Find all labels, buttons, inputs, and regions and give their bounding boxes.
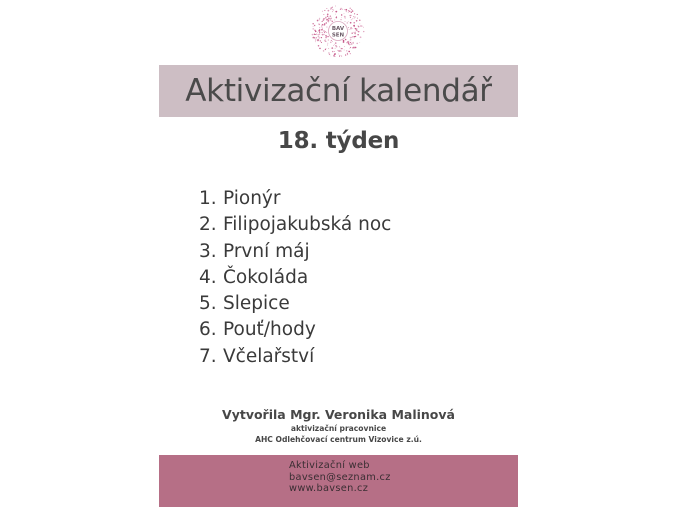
- page-title: Aktivizační kalendář: [185, 73, 492, 109]
- logo-dot: [351, 12, 352, 13]
- logo-dot: [352, 42, 354, 44]
- logo-dot: [362, 26, 363, 27]
- logo-dot: [325, 17, 327, 19]
- logo-dot: [333, 9, 334, 10]
- logo-dot: [319, 27, 320, 28]
- list-item-number: 5.: [199, 293, 217, 315]
- logo-dot: [359, 24, 360, 25]
- logo-dot: [349, 15, 351, 17]
- logo-dot: [350, 47, 351, 48]
- logo-dot: [360, 36, 362, 38]
- week-heading: 18. týden: [277, 128, 400, 154]
- logo-dot: [341, 17, 342, 18]
- logo-dot: [335, 6, 336, 7]
- logo-dot: [326, 22, 327, 23]
- logo-dot: [338, 54, 339, 55]
- logo-dot: [351, 32, 352, 33]
- logo-dot: [363, 31, 364, 32]
- logo-dot: [314, 25, 315, 26]
- logo-dot: [328, 10, 330, 12]
- logo-dot: [350, 42, 351, 43]
- logo-dot: [349, 44, 351, 46]
- logo-dot: [335, 48, 336, 49]
- logo-dot: [346, 50, 347, 51]
- logo-dot: [321, 21, 322, 22]
- logo-dot: [352, 36, 353, 37]
- logo-dot: [319, 33, 320, 34]
- footer-website-link[interactable]: www.bavsen.cz: [289, 483, 369, 494]
- logo-dot: [319, 38, 320, 39]
- logo-dot: [323, 30, 325, 32]
- logo-dot: [357, 26, 358, 27]
- logo-dot: [344, 50, 345, 51]
- logo-dot: [350, 17, 351, 18]
- logo-dot: [334, 54, 336, 56]
- logo-dot: [321, 27, 322, 28]
- logo-dot: [341, 48, 342, 49]
- logo-dot: [330, 8, 331, 9]
- list-item: [199, 317, 391, 343]
- logo-dot: [326, 8, 327, 9]
- logo-dot: [346, 11, 347, 12]
- logo-dot: [351, 9, 352, 10]
- list-item: [199, 239, 391, 265]
- logo-dot: [330, 15, 332, 17]
- list-item-number: 7.: [199, 345, 217, 367]
- logo-dot: [319, 48, 321, 50]
- logo-dot: [334, 51, 335, 52]
- logo-dot: [358, 31, 360, 33]
- logo-dot: [339, 46, 340, 47]
- logo-dot: [345, 9, 347, 11]
- list-item: [199, 291, 391, 317]
- logo-dot: [317, 32, 318, 33]
- logo-dot: [313, 26, 314, 27]
- logo-dot: [319, 29, 321, 31]
- logo-dot: [340, 9, 341, 10]
- list-item: [199, 344, 391, 370]
- logo-dot: [343, 40, 345, 42]
- logo-dot: [312, 34, 314, 36]
- logo-dot: [354, 17, 355, 18]
- logo-dot: [330, 20, 331, 21]
- logo-dot: [316, 34, 317, 35]
- list-item-label: Pouť/hody: [223, 319, 316, 341]
- logo-dot: [348, 27, 349, 28]
- logo-dot: [354, 13, 355, 14]
- logo-dot: [331, 47, 333, 49]
- logo-dot: [331, 40, 332, 41]
- logo-dot: [340, 19, 341, 20]
- logo-dot: [326, 32, 327, 33]
- logo-dot: [317, 40, 319, 42]
- logo-dot: [357, 14, 358, 15]
- logo-dot: [326, 36, 327, 37]
- logo-dot: [347, 54, 348, 55]
- logo-dot: [349, 48, 350, 49]
- list-item-number: 4.: [199, 266, 217, 288]
- list-item-label: Pionýr: [223, 188, 281, 209]
- list-item: [199, 212, 391, 238]
- logo-dot: [328, 52, 329, 53]
- logo-dot: [324, 32, 325, 33]
- logo-dot: [318, 36, 320, 38]
- list-item-label: Filipojakubská noc: [223, 214, 392, 236]
- logo-dot: [321, 29, 323, 31]
- logo-dot: [345, 18, 346, 19]
- logo-dot: [338, 50, 339, 51]
- logo-dot: [347, 53, 348, 54]
- logo-dot: [327, 21, 328, 22]
- logo-dot: [319, 19, 320, 20]
- logo-dot: [318, 45, 320, 47]
- logo-dot: [322, 11, 323, 12]
- logo-dot: [324, 19, 325, 20]
- title-band: [159, 65, 518, 117]
- logo-dot: [352, 10, 354, 12]
- logo-dot: [332, 21, 333, 22]
- logo-dot: [351, 19, 352, 20]
- logo-dot: [315, 41, 316, 42]
- logo-dot: [321, 37, 322, 38]
- logo-dot: [349, 8, 351, 10]
- logo-dot: [359, 42, 360, 43]
- logo-dot: [344, 9, 345, 10]
- logo-graphic: [311, 4, 365, 58]
- logo-dot: [358, 26, 359, 27]
- logo-dot: [317, 20, 319, 22]
- logo-dot: [350, 37, 351, 38]
- logo-dot: [342, 9, 343, 10]
- logo-dot: [320, 41, 321, 42]
- logo-dot: [355, 28, 357, 30]
- logo-dot: [353, 16, 354, 17]
- author-name: Vytvořila Mgr. Veronika Malinová: [222, 407, 455, 422]
- list-item-number: 3.: [199, 240, 217, 262]
- footer-contact: [289, 460, 391, 495]
- logo-dot: [327, 43, 328, 44]
- logo-dot: [347, 22, 348, 23]
- logo-dot: [357, 18, 358, 19]
- logo-dot: [323, 14, 324, 15]
- logo-dot: [337, 50, 338, 51]
- logo-dot: [333, 45, 334, 46]
- logo-dot: [318, 34, 319, 35]
- logo-dot: [327, 13, 329, 15]
- logo-dot: [345, 21, 346, 22]
- logo-dot: [345, 54, 346, 55]
- bavsen-logo: [311, 4, 365, 58]
- list-item-label: Slepice: [223, 293, 290, 315]
- logo-dot: [312, 23, 313, 24]
- logo-dot: [319, 18, 320, 19]
- logo-dot: [352, 37, 353, 38]
- organization-name: AHC Odlehčovací centrum Vizovice z.ú.: [255, 435, 422, 444]
- logo-dot: [324, 40, 325, 41]
- list-item-number: 1.: [199, 188, 217, 209]
- list-item-label: Čokoláda: [223, 266, 309, 288]
- logo-dot: [351, 43, 353, 45]
- logo-dot: [351, 37, 352, 38]
- list-item: [199, 186, 391, 212]
- logo-dot: [353, 22, 355, 24]
- logo-dot: [348, 51, 350, 53]
- logo-dot: [339, 50, 341, 52]
- logo-dot: [322, 32, 323, 33]
- logo-dot: [319, 32, 320, 33]
- logo-dot: [324, 10, 325, 11]
- logo-dot: [322, 35, 323, 36]
- logo-dot: [314, 34, 315, 35]
- logo-dot: [326, 27, 327, 28]
- logo-dot: [325, 37, 326, 38]
- logo-dot: [348, 12, 349, 13]
- logo-dot: [312, 28, 314, 30]
- footer-heading: Aktivizační web: [289, 460, 370, 471]
- logo-dot: [334, 44, 335, 45]
- logo-dot: [335, 14, 336, 15]
- logo-dot: [326, 19, 328, 21]
- logo-dot: [340, 48, 341, 49]
- logo-dot: [328, 48, 329, 49]
- logo-dot: [341, 14, 342, 15]
- footer-email-link[interactable]: bavsen@seznam.cz: [289, 471, 391, 483]
- logo-dot: [332, 9, 333, 10]
- logo-dot: [327, 45, 328, 46]
- logo-dot: [348, 21, 349, 22]
- footer-band: [159, 455, 518, 507]
- logo-dot: [348, 10, 349, 11]
- logo-dot: [314, 30, 315, 31]
- logo-dot: [354, 25, 355, 26]
- logo-dot: [319, 24, 321, 26]
- logo-dot: [321, 26, 322, 27]
- author-credits: [0, 406, 677, 445]
- logo-dot: [356, 20, 358, 22]
- logo-dot: [349, 29, 350, 30]
- logo-dot: [335, 11, 337, 13]
- logo-dot: [327, 15, 329, 17]
- logo-dot: [355, 33, 356, 34]
- logo-dot: [357, 28, 358, 29]
- logo-dot: [330, 56, 331, 57]
- logo-dot: [328, 21, 329, 22]
- logo-dot: [325, 49, 326, 50]
- logo-dot: [345, 39, 347, 41]
- logo-dot: [352, 47, 353, 48]
- list-item-label: První máj: [223, 240, 310, 262]
- logo-dot: [360, 25, 362, 27]
- logo-dot: [332, 11, 333, 12]
- logo-dot: [352, 18, 353, 19]
- logo-dot: [334, 56, 335, 57]
- list-item-number: 2.: [199, 214, 217, 236]
- logo-dot: [323, 34, 324, 35]
- list-item-label: Včelařství: [223, 345, 315, 367]
- logo-dot: [316, 37, 317, 38]
- logo-dot: [350, 39, 352, 41]
- logo-dot: [332, 41, 333, 42]
- logo-dot: [350, 53, 351, 54]
- logo-dot: [349, 11, 350, 12]
- logo-dot: [313, 37, 314, 38]
- logo-dot: [324, 23, 325, 24]
- logo-dot: [336, 17, 338, 19]
- logo-dot: [357, 34, 358, 35]
- topic-list: [199, 186, 391, 370]
- list-item-number: 6.: [199, 319, 217, 341]
- logo-dot: [335, 45, 337, 47]
- logo-dot: [314, 38, 315, 39]
- logo-dot: [315, 39, 316, 40]
- logo-dot: [327, 36, 328, 37]
- logo-dot: [356, 29, 358, 31]
- logo-dot: [359, 19, 361, 21]
- logo-dot: [328, 39, 329, 40]
- logo-dot: [330, 42, 331, 43]
- logo-dot: [354, 36, 355, 37]
- logo-dot: [339, 56, 340, 57]
- author-role: aktivizační pracovnice: [290, 424, 387, 433]
- logo-dot: [346, 42, 347, 43]
- logo-dot: [341, 56, 342, 57]
- logo-dot: [322, 24, 324, 26]
- logo-dot: [329, 54, 330, 55]
- logo-dot: [344, 13, 345, 14]
- logo-dot: [353, 32, 354, 33]
- logo-dot: [321, 42, 322, 43]
- logo-dot: [335, 42, 337, 44]
- logo-dot: [325, 31, 326, 32]
- logo-dot: [356, 43, 358, 45]
- logo-dot: [350, 27, 351, 28]
- logo-dot: [344, 16, 346, 18]
- logo-dot: [350, 22, 352, 24]
- logo-text-line2: SEN: [331, 32, 345, 39]
- logo-dot: [363, 27, 364, 28]
- logo-text-line1: BAV: [331, 26, 345, 32]
- logo-dot: [354, 37, 355, 38]
- logo-dot: [347, 41, 349, 43]
- logo-dot: [334, 20, 335, 21]
- logo-dot: [323, 50, 325, 52]
- logo-dot: [323, 18, 324, 19]
- logo-dot: [328, 18, 330, 20]
- logo-dot: [319, 34, 320, 35]
- logo-dot: [354, 28, 355, 29]
- logo-dot: [352, 28, 353, 29]
- logo-dot: [332, 51, 333, 52]
- logo-dot: [355, 47, 357, 49]
- logo-dot: [348, 43, 349, 44]
- logo-dot: [354, 18, 355, 19]
- list-item: [199, 265, 391, 291]
- logo-dot: [344, 46, 345, 47]
